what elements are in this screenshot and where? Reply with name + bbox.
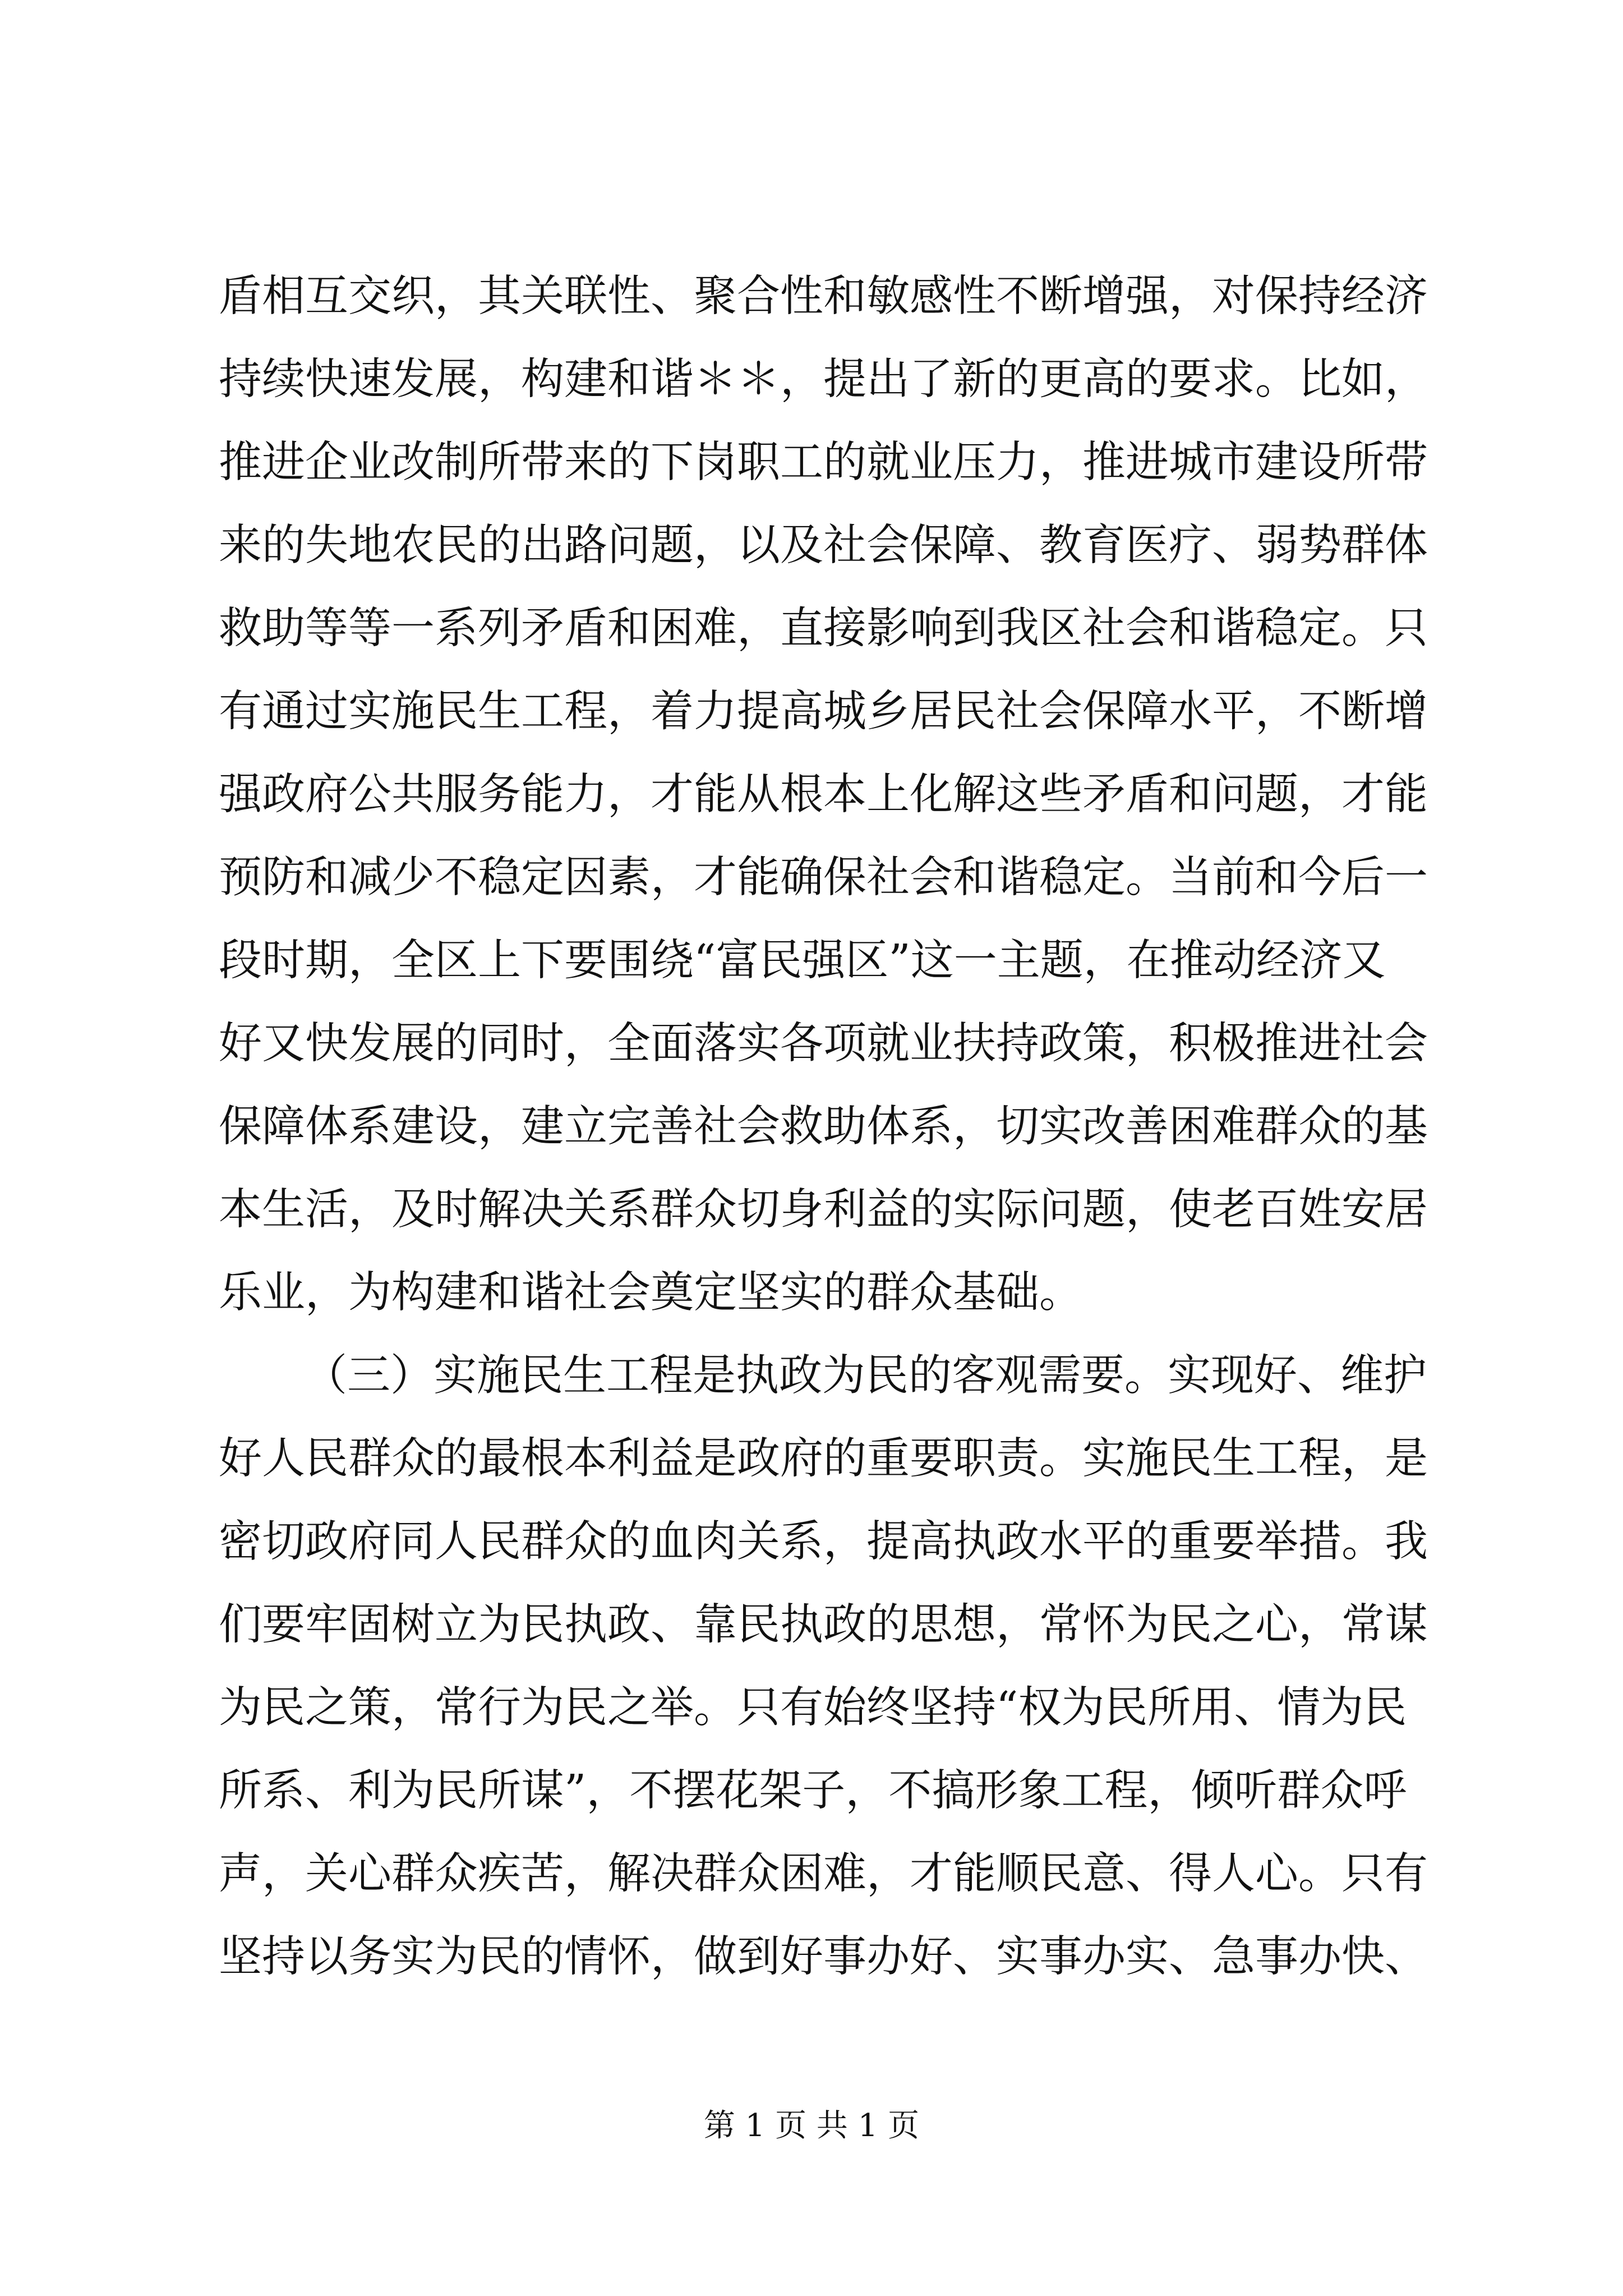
text-line: 乐业，为构建和谐社会奠定坚实的群众基础。 — [219, 1268, 1082, 1318]
text-line: 保障体系建设，建立完善社会救助体系，切实改善困难群众的基 — [219, 1102, 1428, 1152]
text-line: 强政府公共服务能力，才能从根本上化解这些矛盾和问题，才能 — [219, 770, 1428, 820]
text-line: 们要牢固树立为民执政、靠民执政的思想，常怀为民之心，常谋 — [219, 1600, 1428, 1650]
text-line: 段时期，全区上下要围绕“富民强区”这一主题，在推动经济又 — [219, 936, 1386, 986]
text-line: 推进企业改制所带来的下岗职工的就业压力，推进城市建设所带 — [219, 438, 1428, 487]
document-body — [219, 255, 1428, 1999]
text-line: 好人民群众的最根本利益是政府的重要职责。实施民生工程，是 — [219, 1434, 1428, 1484]
text-line: 密切政府同人民群众的血肉关系，提高执政水平的重要举措。我 — [219, 1517, 1428, 1567]
text-line: 持续快速发展，构建和谐＊＊，提出了新的更高的要求。比如， — [219, 355, 1428, 404]
text-line: 来的失地农民的出路问题，以及社会保障、教育医疗、弱势群体 — [219, 521, 1428, 570]
text-line: 有通过实施民生工程，着力提高城乡居民社会保障水平，不断增 — [219, 687, 1428, 737]
page-number-label: 第 1 页 共 1 页 — [703, 2108, 920, 2144]
text-line: 救助等等一系列矛盾和困难，直接影响到我区社会和谐稳定。只 — [219, 604, 1428, 654]
text-line: 坚持以务实为民的情怀，做到好事办好、实事办实、急事办快、 — [219, 1932, 1428, 1982]
text-line: 所系、利为民所谋”，不摆花架子，不搞形象工程，倾听群众呼 — [219, 1766, 1407, 1816]
text-line: 本生活，及时解决关系群众切身利益的实际问题，使老百姓安居 — [219, 1185, 1428, 1235]
text-line: 好又快发展的同时，全面落实各项就业扶持政策，积极推进社会 — [219, 1019, 1428, 1069]
text-line: 声，关心群众疾苦，解决群众困难，才能顺民意、得人心。只有 — [219, 1849, 1428, 1899]
text-line: 为民之策，常行为民之举。只有始终坚持“权为民所用、情为民 — [219, 1683, 1407, 1733]
text-line: 预防和减少不稳定因素，才能确保社会和谐稳定。当前和今后一 — [219, 853, 1428, 903]
page-footer — [0, 2106, 1623, 2146]
paragraph-heading-line: （三）实施民生工程是执政为民的客观需要。实现好、维护 — [304, 1351, 1427, 1401]
text-line: 盾相互交织，其关联性、聚合性和敏感性不断增强，对保持经济 — [219, 272, 1428, 321]
